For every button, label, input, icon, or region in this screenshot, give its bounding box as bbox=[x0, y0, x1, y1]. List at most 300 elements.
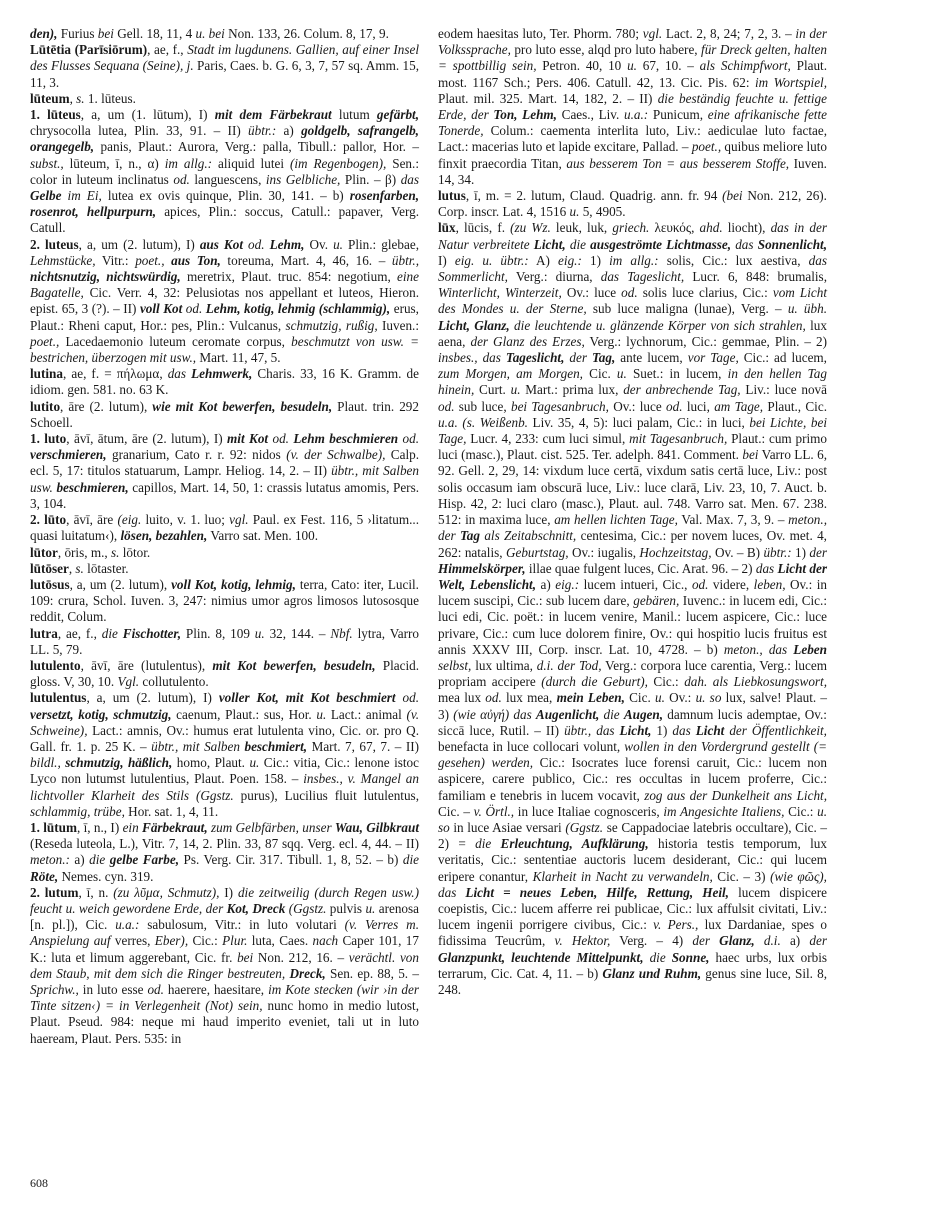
entry-text: Sen.: color in luteum inclinatus bbox=[30, 155, 419, 187]
entry-text: das bbox=[400, 171, 420, 187]
entry-text: Lehmstücke, bbox=[30, 252, 96, 268]
entry-text: Augenlicht, bbox=[535, 706, 600, 722]
entry-text: lösen, bezahlen, bbox=[120, 528, 208, 544]
dictionary-entry bbox=[30, 658, 419, 690]
dictionary-entry bbox=[438, 188, 827, 220]
entry-text: Lact. 2, 8, 24; 7, 2, 3. – bbox=[662, 26, 796, 41]
entry-text: Wau, Gilbkraut bbox=[334, 819, 419, 835]
entry-text: Cic. Verr. 4, 32: Pelusiotas nos appellant et luteos, Hieron. epist. 65, 3 (?). – II) bbox=[30, 285, 419, 317]
entry-text: Licht, bbox=[619, 722, 652, 738]
entry-text: Verg. – 4) bbox=[610, 933, 693, 949]
entry-text: mein Leben, bbox=[556, 690, 625, 706]
entry-text: u. bbox=[510, 382, 521, 398]
entry-text: purus), Lucilius fluit lutulentus, bbox=[233, 787, 419, 803]
entry-text: Liv.: luce novā bbox=[740, 382, 827, 398]
dictionary-entry bbox=[30, 431, 419, 512]
entry-text: bei bbox=[742, 447, 759, 463]
entry-text: der Öffentlichkeit, bbox=[724, 722, 827, 738]
entry-text: gebären, bbox=[633, 593, 680, 609]
entry-text: (Reseda luteola, L.), Vitr. 7, 14, 2. Plin. 33, 87 sqq. Verg. ecl. 4, 44. – II) bbox=[30, 836, 419, 852]
entry-text: vom Licht des Mondes u. der Sterne, bbox=[438, 285, 827, 317]
entry-text: toreuma, Mart. 4, 46, 16. – bbox=[220, 252, 392, 268]
entry-text: goldgelb, safrangelb, orangegelb, bbox=[30, 123, 419, 155]
headword: 2. luteus bbox=[30, 236, 79, 252]
entry-text: od. bbox=[147, 981, 164, 997]
entry-text: ein bbox=[122, 819, 143, 835]
entry-text: eig.: bbox=[555, 576, 580, 592]
entry-text: Plin. – β) bbox=[340, 171, 401, 187]
entry-text: lōtaster. bbox=[83, 560, 129, 576]
entry-text: (v. Verres m. Anspielung auf bbox=[30, 917, 419, 949]
entry-text: das Tageslicht, bbox=[600, 269, 685, 285]
dictionary-entry bbox=[30, 512, 419, 544]
dictionary-entry bbox=[30, 26, 419, 42]
entry-text: Paul. ex Fest. 116, 5 ›litatum... quasi luitatum‹), bbox=[30, 512, 420, 544]
entry-text: im Angesichte Italiens, bbox=[663, 803, 785, 819]
entry-text: Licht = neues Leben, Hilfe, Rettung, Heil, bbox=[465, 884, 729, 900]
entry-text: verres, bbox=[110, 933, 155, 949]
entry-text: apices, Plin.: soccus, Catull.: papaver, Verg. Catull. bbox=[30, 204, 419, 236]
entry-text: Colum.: caementa interlita luto, Liv.: aediculae luto factae, Lact.: macerias luto et lapide excitare, Pallad. – bbox=[438, 123, 827, 155]
entry-text: sabulosum, Vitr.: in luto volutari bbox=[139, 917, 345, 933]
entry-text: Ov.: in lucem suscipi, Cic.: sub lucem dare, bbox=[438, 576, 828, 609]
dictionary-entry bbox=[30, 107, 419, 237]
entry-text: die bbox=[643, 949, 672, 965]
entry-text: v. Örtl., bbox=[473, 803, 515, 819]
entry-text: a) bbox=[780, 933, 810, 949]
entry-text: die bbox=[89, 852, 110, 868]
entry-text: d.i. der Tod, bbox=[536, 657, 602, 673]
entry-text: od. bbox=[268, 431, 294, 447]
entry-text: übtr.: bbox=[763, 544, 792, 560]
entry-text: capillos, Mart. 14, 50, 1: crassis lutatus amomis, Pers. 3, 104. bbox=[30, 479, 419, 511]
entry-text: meretrix, Plaut. truc. 854: negotium, bbox=[180, 269, 398, 285]
entry-text: Mart.: prima lux, bbox=[520, 382, 624, 398]
entry-text: Iuven.: bbox=[377, 317, 419, 333]
dictionary-entry bbox=[30, 690, 419, 820]
entry-text: u. übh. bbox=[787, 301, 828, 317]
entry-text: liocht), bbox=[722, 220, 771, 236]
entry-text: (Ggstz. bbox=[288, 900, 327, 916]
entry-text: Nbf. bbox=[330, 625, 353, 641]
entry-text: u. bbox=[254, 625, 265, 641]
dictionary-entry bbox=[30, 545, 419, 561]
dictionary-entry bbox=[30, 366, 419, 398]
entry-text: voll Kot, kotig, lehmig, bbox=[171, 576, 296, 592]
entry-text: ante lucem, bbox=[615, 350, 688, 366]
entry-text: a) bbox=[276, 123, 302, 139]
entry-text: Cic.: bbox=[647, 674, 685, 690]
headword: 1. luto bbox=[30, 431, 67, 447]
entry-text: die zeitweilig (durch Regen usw.) feucht u. weich gewordene Erde, der bbox=[30, 884, 419, 916]
entry-text: die beständig feuchte u. fettige Erde, der bbox=[438, 90, 827, 123]
entry-text: aus Kot bbox=[199, 236, 243, 252]
entry-text: Lucr. 4, 233: cum luci simul, bbox=[466, 431, 630, 447]
entry-text: lucem intueri, Cic., bbox=[579, 576, 692, 592]
entry-text: , a, um (2. lutum), bbox=[69, 576, 172, 592]
entry-text: 32, 144. – bbox=[264, 625, 331, 641]
entry-text: benefacta in luce collocari volunt, bbox=[438, 738, 625, 754]
entry-text: Verg.: lychnorum, Cic.: gemmae, Plin. – 2) bbox=[584, 333, 828, 349]
entry-text: die bbox=[565, 236, 591, 252]
dictionary-entry bbox=[30, 577, 419, 626]
entry-text: bei Tagesanbruch, bbox=[510, 398, 609, 414]
entry-text: der bbox=[564, 350, 592, 366]
entry-text: Gelbe bbox=[30, 188, 62, 204]
entry-text: lutum bbox=[331, 107, 377, 123]
entry-text: leuk, luk, bbox=[550, 220, 613, 236]
entry-text: arenosa [n. pl.]), Cic. bbox=[30, 900, 419, 933]
entry-text: , ī, m. = 2. lutum, Claud. Quadrig. ann. fr. 94 bbox=[465, 188, 723, 204]
entry-text: meton., das bbox=[723, 641, 794, 657]
entry-text: Tageslicht, bbox=[505, 350, 565, 366]
entry-text: das Sommerlicht, bbox=[438, 252, 827, 285]
entry-text: im Wortspiel, bbox=[755, 74, 828, 90]
entry-text: u.a. (s. Weißenb. bbox=[438, 414, 528, 430]
headword: Lūtētia (Parīsiōrum) bbox=[30, 42, 148, 58]
dictionary-entry bbox=[30, 820, 419, 885]
entry-text: in luce Italiae cognosceris, bbox=[514, 803, 664, 819]
entry-text: eine afrikanische fette Tonerde, bbox=[438, 107, 827, 139]
entry-text: Plin.: glebae, bbox=[342, 236, 419, 252]
entry-text: selbst, bbox=[438, 657, 472, 673]
headword: 2. lūto bbox=[30, 512, 67, 528]
entry-text: Lacedaemonio luteum ceromate corpus, bbox=[59, 333, 292, 349]
entry-text: (Ggstz. bbox=[565, 819, 604, 835]
entry-text: od. bbox=[173, 171, 190, 187]
entry-text: lux mea, bbox=[501, 690, 557, 706]
headword: lūtōser bbox=[30, 560, 69, 576]
dictionary-entry bbox=[30, 626, 419, 658]
entry-text: u.a.: bbox=[624, 107, 649, 123]
entry-text: nach bbox=[312, 933, 339, 949]
entry-text: v. Pers., bbox=[653, 917, 699, 933]
headword: lutina bbox=[30, 366, 63, 382]
entry-text: damnum lucis ademptae, Ov.: siccā luce, Rutil. – II) bbox=[438, 706, 827, 738]
entry-text: Fischotter, bbox=[122, 625, 182, 641]
entry-text: u. bbox=[569, 204, 580, 220]
entry-text: in luto esse bbox=[78, 981, 148, 997]
entry-text: Leben bbox=[793, 641, 827, 657]
entry-text: beschmieren, bbox=[56, 479, 129, 495]
entry-text: die bbox=[475, 836, 501, 852]
entry-text: schmutzig, rußig, bbox=[285, 317, 378, 333]
entry-text: Caes., Liv. bbox=[556, 107, 625, 123]
entry-text: Cic.: vitia, Cic.: lenone istoc Lyco non lutumst lutulentius, Plaut. Poen. 158. – bbox=[30, 755, 419, 787]
entry-text: versetzt, kotig, schmutzig, bbox=[30, 706, 172, 722]
entry-text: luci, bbox=[682, 398, 715, 414]
entry-text: das bbox=[482, 350, 506, 366]
entry-text: Non. 133, 26. Colum. 8, 17, 9. bbox=[224, 26, 389, 41]
entry-text: (bei bbox=[722, 188, 743, 204]
entry-text: Lehmwerk, bbox=[191, 366, 253, 382]
entry-text: sub luce, bbox=[454, 398, 511, 414]
entry-text: insbes., v. Mangel an lichtvoller Klarheit des Stils (Ggstz. bbox=[30, 771, 419, 803]
entry-text: u. bbox=[627, 58, 637, 74]
entry-text: pulvis bbox=[326, 900, 366, 916]
entry-text: languescens, bbox=[189, 171, 266, 187]
headword: 2. lutum bbox=[30, 884, 79, 900]
entry-text: eodem haesitas luto, Ter. Phorm. 780; bbox=[438, 26, 643, 41]
entry-text: I) bbox=[438, 252, 455, 268]
entry-text: Vitr.: bbox=[95, 252, 136, 268]
entry-text: Calp. ecl. 5, 17: titulos statuarum, Lampr. Heliog. 14, 2. – II) bbox=[30, 447, 420, 479]
headword: lutulento bbox=[30, 657, 81, 673]
entry-text: Tag, bbox=[591, 350, 616, 366]
entry-text: Ps. Verg. Cir. 317. Tibull. 1, 8, 52. – b) bbox=[179, 852, 403, 868]
entry-text: Licht, Glanz, bbox=[438, 317, 510, 333]
entry-text: s. bbox=[76, 90, 85, 106]
entry-text: u. so bbox=[695, 690, 722, 706]
entry-text: meton.: bbox=[30, 852, 70, 868]
entry-text: Sen. ep. 88, 5. – bbox=[325, 965, 419, 981]
entry-text: zum Morgen, am Morgen, bbox=[438, 366, 583, 382]
entry-text: Placid. gloss. V, 30, 10. bbox=[30, 657, 420, 690]
entry-text: gefärbt, bbox=[376, 107, 420, 123]
entry-text: , ae, f., bbox=[57, 625, 102, 641]
headword: lutra bbox=[30, 625, 58, 641]
entry-text: 5, 4905. bbox=[579, 204, 626, 220]
entry-text: Plaut. trin. 292 Schoell. bbox=[30, 398, 419, 430]
entry-text: , ī, n. bbox=[78, 884, 114, 900]
entry-text: haec urbs, lux orbis terrarum, Cic. Cat. 4, 11. – b) bbox=[438, 949, 827, 981]
entry-text: das bbox=[755, 560, 778, 576]
entry-text: übtr., bbox=[391, 252, 420, 268]
entry-text: aliquid lutei bbox=[212, 155, 290, 171]
entry-text: u. bbox=[654, 690, 665, 706]
entry-text: , bbox=[69, 90, 77, 106]
entry-text: Ov.: bbox=[664, 690, 696, 706]
entry-text: Färbekraut, bbox=[142, 819, 208, 835]
entry-text: , āvī, āre bbox=[66, 512, 118, 528]
entry-text: Lact.: animal bbox=[326, 706, 407, 722]
entry-text: u.a.: bbox=[115, 917, 140, 933]
entry-text: u. bbox=[616, 366, 627, 382]
entry-text: historia testis temporum, lux veritatis, Cic.: sententiae auctoris lucem desiderant, Cic.: qui lucem eripere conantur, bbox=[438, 836, 827, 884]
entry-text: , a, um (2. lutum), I) bbox=[86, 690, 219, 706]
entry-text: Erleuchtung, Aufklärung, bbox=[500, 836, 649, 852]
entry-text: beschmutzt von usw. = bestrichen, überzogen mit usw., bbox=[30, 333, 419, 366]
entry-text: collutulento. bbox=[139, 674, 209, 690]
entry-text: nunc homo in medio lutost, Plaut. Pseud. 984: neque mi haud imperito eveniet, tali ut in luto haeream, Plaut. Pers. 535: in bbox=[30, 998, 419, 1046]
headword: 1. lūteus bbox=[30, 107, 81, 123]
entry-text: Ov. bbox=[304, 236, 334, 252]
entry-text: se Cappadociae latebris occultare), Cic. – 2) = bbox=[438, 819, 827, 852]
page-number: 608 bbox=[30, 1176, 48, 1190]
entry-text: od. bbox=[485, 690, 502, 706]
dictionary-entry bbox=[30, 561, 419, 577]
entry-text: Lehm beschmieren bbox=[293, 431, 399, 447]
entry-text: wie mit Kot bewerfen, besudeln, bbox=[152, 398, 333, 414]
entry-text: , āvī, ātum, āre (2. lutum), I) bbox=[66, 431, 228, 447]
entry-text: Dreck, bbox=[289, 965, 326, 981]
entry-text: Cic.: bbox=[188, 933, 223, 949]
entry-text: übtr., bbox=[564, 722, 592, 738]
entry-text: leben, bbox=[753, 576, 786, 592]
entry-text: Iuven. 14, 34. bbox=[438, 155, 827, 187]
entry-text: (eig. bbox=[117, 512, 142, 528]
entry-text: der bbox=[809, 933, 827, 949]
entry-text: ausgeströmte Lichtmasse, bbox=[590, 236, 732, 252]
entry-text: u. so bbox=[438, 803, 827, 835]
entry-text: (zu λῦμα, Schmutz), bbox=[113, 884, 220, 900]
entry-text: Hor. sat. 1, 4, 11. bbox=[124, 803, 219, 819]
entry-text: subst., bbox=[30, 155, 64, 171]
entry-text: , ae, f., bbox=[147, 42, 188, 58]
entry-text: 67, 10. – bbox=[636, 58, 700, 74]
entry-text: Licht bbox=[695, 722, 725, 738]
entry-text: Mart. 7, 67, 7. – II) bbox=[307, 738, 419, 754]
entry-text: lux ultima, bbox=[471, 657, 537, 673]
entry-text: Cic. – 3) bbox=[712, 868, 771, 884]
entry-text: insbes., bbox=[438, 350, 478, 366]
entry-text: u. bbox=[249, 755, 260, 771]
entry-text: für Dreck gelten, halten = spottbillig sein, bbox=[438, 42, 827, 74]
entry-text: 1. lūteus. bbox=[84, 90, 136, 106]
entry-text: Mart. 11, 47, 5. bbox=[196, 350, 281, 366]
entry-text: 1) bbox=[651, 722, 673, 738]
entry-text: u. bbox=[365, 900, 376, 916]
headword: lutulentus bbox=[30, 690, 87, 706]
entry-text: Sonne, bbox=[671, 949, 710, 965]
entry-text: Licht, bbox=[533, 236, 566, 252]
entry-text: Plur. bbox=[222, 933, 248, 949]
entry-text: Kot, Dreck bbox=[226, 900, 286, 916]
entry-text: od. bbox=[691, 576, 709, 592]
entry-text: lytra, Varro LL. 5, 79. bbox=[30, 625, 420, 657]
entry-text: centesima, Cic.: per novem luces, Ov. met. 4, 262: natalis, bbox=[438, 528, 827, 560]
entry-text: Cic. bbox=[582, 366, 617, 382]
entry-text: am hellen lichten Tage, bbox=[554, 512, 678, 528]
entry-text: Gell. 18, 11, 4 bbox=[113, 26, 196, 41]
entry-text: Ov. – B) bbox=[711, 544, 764, 560]
entry-text: mit Kot bbox=[227, 431, 269, 447]
entry-text: aus besserem Ton = aus besserem Stoffe, bbox=[566, 155, 790, 171]
entry-text: d.i. bbox=[754, 933, 781, 949]
entry-text: das bbox=[596, 722, 620, 738]
entry-text: Lucr. 6, 848: brumalis, bbox=[684, 269, 827, 285]
entry-text: A) bbox=[528, 252, 559, 268]
entry-text: Geburtstag, bbox=[505, 544, 569, 560]
entry-text: das in der Natur verbreitete bbox=[438, 220, 827, 252]
entry-text: lucem dispicere coepistis, Cic.: lucem afferre rei publicae, Cic.: lux affulsit civitati, Liv.: lucem ingenii porrigere civibus, Cic.: bbox=[438, 884, 827, 933]
entry-text: Plaut.: cum primo luci (masc.), Plaut. cist. 525. Ter. adelph. 841. Comment. bbox=[438, 431, 827, 463]
entry-text: Glanzpunkt, leuchtende Mittelpunkt, bbox=[438, 949, 644, 965]
entry-text: od. bbox=[398, 431, 420, 447]
entry-text: bildl., bbox=[30, 755, 61, 771]
entry-text: eine Bagatelle, bbox=[30, 269, 419, 301]
entry-text: rosenfarben, rosenrot, hellpurpurn, bbox=[30, 188, 419, 220]
entry-text: im allg.: bbox=[609, 252, 659, 268]
entry-text: am Tage, bbox=[714, 398, 764, 414]
entry-text: pro luto esse, alqd pro luto habere, bbox=[510, 42, 702, 58]
entry-text: od. bbox=[438, 398, 455, 414]
entry-text: wollen in den Vordergrund gestellt (= gesehen) werden, bbox=[438, 738, 827, 771]
headword: lūteum bbox=[30, 90, 70, 106]
entry-text: übtr., mit Salben bbox=[151, 738, 245, 754]
entry-text: u. bbox=[316, 706, 327, 722]
entry-text: Cic.: ad lucem, bbox=[738, 350, 827, 366]
entry-text: bei Lichte, bei Tage, bbox=[438, 414, 827, 447]
entry-text: dah. als Liebkosungswort, bbox=[684, 674, 828, 690]
entry-text: Ov.: luce bbox=[608, 398, 667, 414]
entry-text: Cic.: Isocrates luce forensi caruit, Cic.: lucem non aspicere, carere publico, Cic.: res occultas in lucem proferre, Cic.: familiam e tenebris in lucem vocavit, bbox=[438, 755, 827, 803]
entry-text: mit Tagesanbruch, bbox=[629, 431, 728, 447]
entry-text: in den hellen Tag hinein, bbox=[438, 366, 827, 398]
entry-text: homo, Plaut. bbox=[172, 755, 250, 771]
entry-text: Glanz und Ruhm, bbox=[602, 965, 702, 981]
entry-text: I) bbox=[219, 884, 238, 900]
entry-text: meton., der bbox=[438, 512, 827, 544]
entry-text: s. bbox=[75, 560, 84, 576]
entry-text: griech. bbox=[612, 220, 650, 236]
entry-text: poet., bbox=[691, 139, 722, 155]
entry-text: eig.: bbox=[558, 252, 582, 268]
entry-text: voll Kot bbox=[139, 301, 183, 317]
entry-text: Eber), bbox=[154, 933, 189, 949]
entry-text: im allg.: bbox=[164, 155, 213, 171]
dictionary-entry bbox=[30, 42, 419, 91]
entry-text: Val. Max. 7, 3, 9. – bbox=[677, 512, 789, 528]
entry-text: Plin. 8, 109 bbox=[181, 625, 255, 641]
headword: lutus bbox=[438, 188, 466, 204]
entry-text: luito, v. 1. luo; bbox=[141, 512, 230, 528]
entry-text: granarium, Cato r. r. 92: nidos bbox=[106, 447, 287, 463]
entry-text: Sonnenlicht, bbox=[757, 236, 827, 252]
entry-text: den), bbox=[30, 26, 58, 41]
entry-text: sub luce maligna (lunae), Verg. – bbox=[586, 301, 788, 317]
entry-text: übtr., mit Salben usw. bbox=[30, 463, 419, 495]
entry-text: verächtl. von dem Staub, mit dem sich die Ringer bestreuten, bbox=[30, 949, 419, 981]
entry-text: Plaut. mil. 325. Mart. 14, 182, 2. – II) bbox=[438, 90, 658, 106]
entry-text: (durch die Geburt), bbox=[541, 674, 648, 690]
entry-text: Charis. 33, 16 K. Gramm. de idiom. gen. 581. no. 63 K. bbox=[30, 366, 419, 398]
entry-text: od. bbox=[395, 690, 420, 706]
entry-text: terra, Cato: iter, Lucil. 109: crura, Schol. Iuven. 3, 247: nimius umor agros limosos lutososque reddit, Colum. bbox=[30, 576, 419, 625]
entry-text: a) bbox=[536, 576, 556, 592]
entry-text: die bbox=[599, 706, 624, 722]
entry-text: im Kote stecken (wir ›in der Tinte sitzen‹) = in Verlegenheit (Not) sein, bbox=[30, 981, 420, 1014]
entry-text: lux, salve! Plaut. – 3) bbox=[438, 690, 827, 722]
entry-text: verschmieren, bbox=[30, 447, 107, 463]
headword: lutito bbox=[30, 398, 61, 414]
entry-text: quibus meliore luto finxit praecordia Titan, bbox=[438, 139, 828, 171]
entry-text: genus sine luce, Sil. 8, 248. bbox=[438, 965, 827, 997]
entry-text: poet., bbox=[30, 333, 60, 349]
entry-text: , ōris, m., bbox=[57, 544, 111, 560]
entry-text: Curt. bbox=[474, 382, 511, 398]
entry-text: luta, Caes. bbox=[247, 933, 313, 949]
entry-text: Suet.: in lucem, bbox=[626, 366, 728, 382]
entry-text: lōtor. bbox=[119, 544, 151, 560]
entry-text: als Zeitabschnitt, bbox=[479, 528, 577, 544]
entry-text: nichtsnutzig, nichtswürdig, bbox=[30, 269, 181, 285]
entry-text: s. bbox=[110, 544, 120, 560]
entry-text: 1) bbox=[581, 252, 610, 268]
entry-text: caenum, Plaut.: sus, Hor. bbox=[171, 706, 317, 722]
entry-text: od. bbox=[621, 285, 638, 301]
entry-text: die leuchtende u. glänzende Körper von sich strahlen, bbox=[509, 317, 806, 333]
entry-text: Paris, Caes. b. G. 6, 3, 7, 57 sq. Amm. 15, 11, 3. bbox=[30, 58, 419, 90]
entry-text: der bbox=[692, 933, 720, 949]
entry-text: die bbox=[402, 852, 419, 868]
entry-text: vgl. bbox=[642, 26, 663, 41]
entry-text: , ae, f. = πήλωμα, bbox=[62, 366, 168, 382]
entry-text: Lact.: amnis, Ov.: humus erat lutulenta vino, Cic. or. pro Q. Gall. fr. 1. p. 25 K. – bbox=[30, 722, 419, 754]
entry-text: aus Ton, bbox=[171, 252, 221, 268]
entry-text: bei bbox=[97, 26, 114, 41]
entry-text: u. bbox=[333, 236, 343, 252]
